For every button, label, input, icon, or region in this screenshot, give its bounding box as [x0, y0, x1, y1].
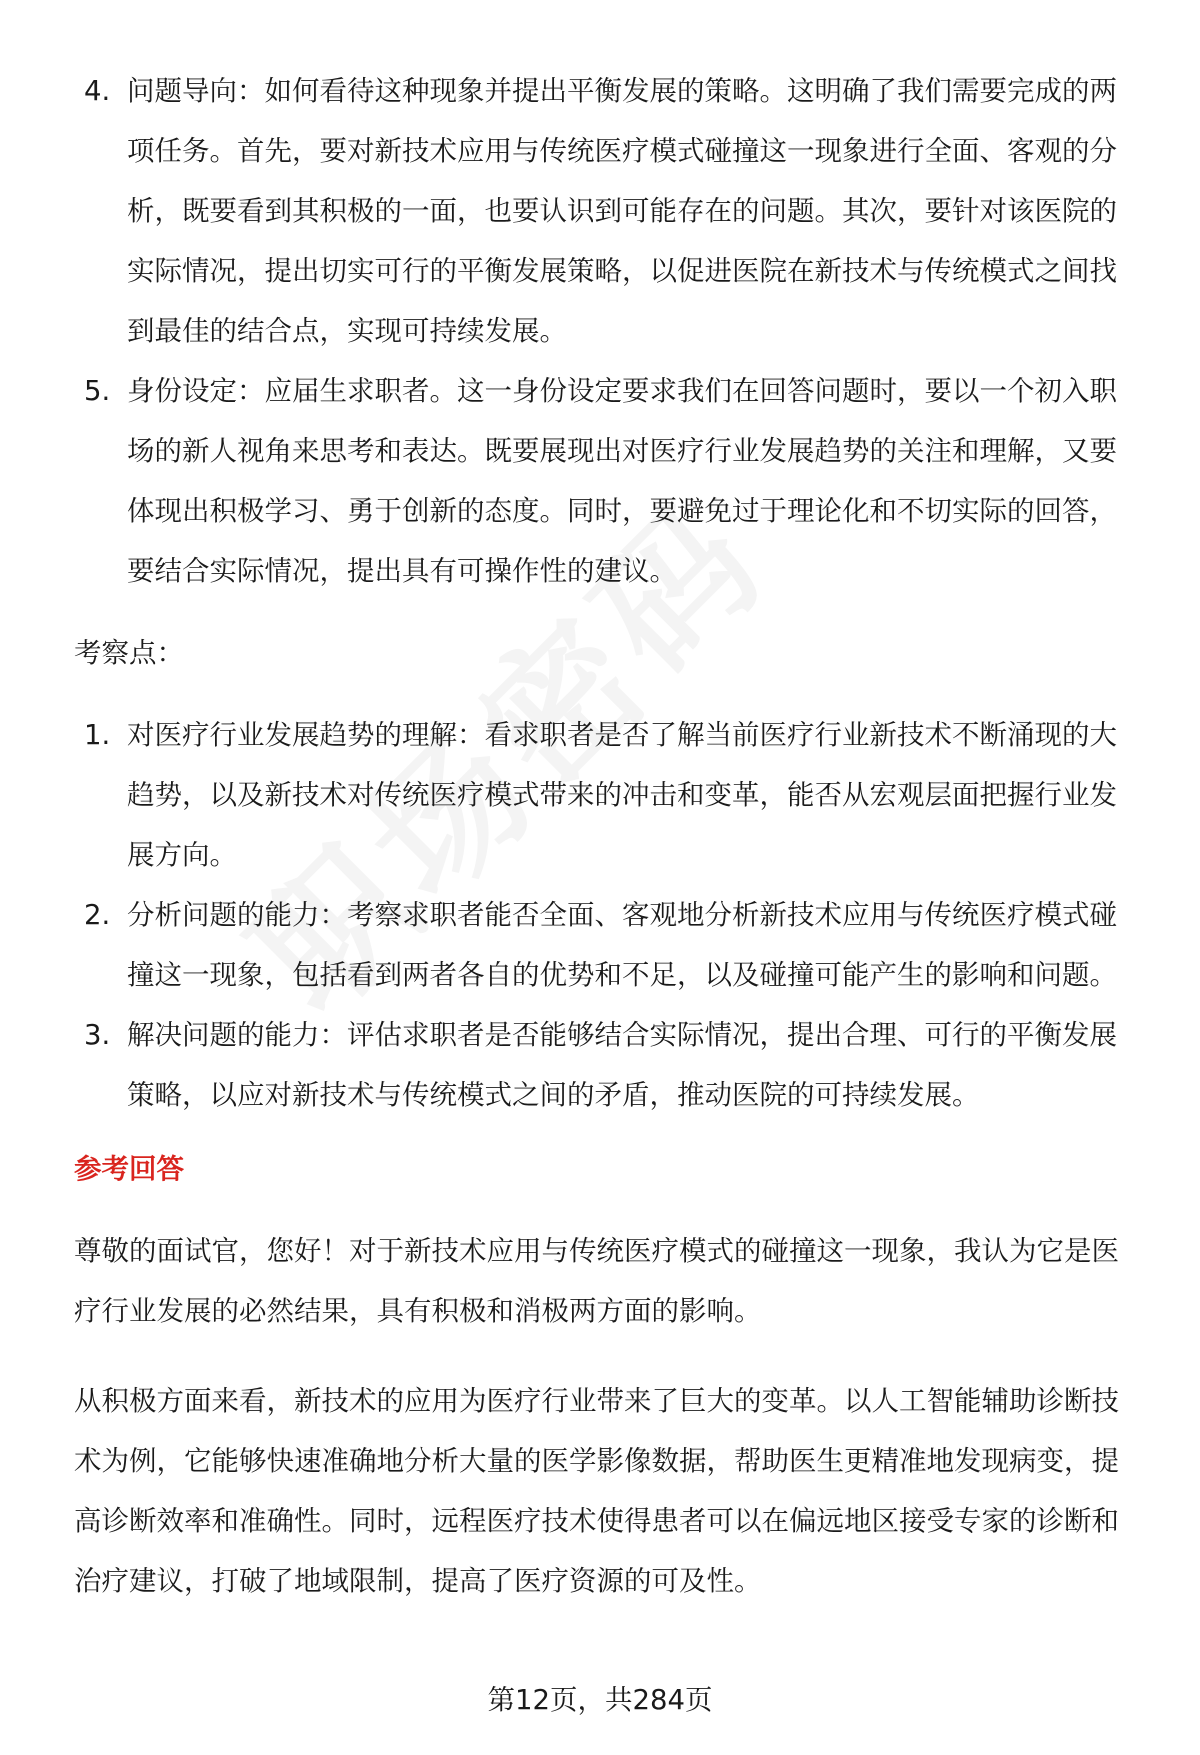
- section-label-assessment: 考察点：: [74, 637, 184, 669]
- list-item-number: 5.: [84, 375, 111, 407]
- assessment-points-list: [74, 705, 1142, 1125]
- list-item-text: 解决问题的能力：评估求职者是否能够结合实际情况，提出合理、可行的平衡发展策略，以应对新技术与传统模式之间的矛盾，推动医院的可持续发展。: [127, 1019, 1117, 1111]
- list-item: [74, 1005, 1142, 1125]
- list-item-number: 3.: [84, 1019, 111, 1051]
- list-item-number: 1.: [84, 719, 111, 751]
- list-item-number: 2.: [84, 899, 111, 931]
- list-item-text: 身份设定：应届生求职者。这一身份设定要求我们在回答问题时，要以一个初入职场的新人视角来思考和表达。既要展现出对医疗行业发展趋势的关注和理解，又要体现出积极学习、勇于创新的态度。同时，要避免过于理论化和不切实际的回答，要结合实际情况，提出具有可操作性的建议。: [127, 375, 1117, 587]
- list-item: [74, 61, 1142, 361]
- answer-heading: 参考回答: [74, 1153, 184, 1185]
- page-content: [74, 61, 1142, 1641]
- list-item-text: 对医疗行业发展趋势的理解：看求职者是否了解当前医疗行业新技术不断涌现的大趋势，以及新技术对传统医疗模式带来的冲击和变革，能否从宏观层面把握行业发展方向。: [127, 719, 1117, 871]
- list-item-number: 4.: [84, 75, 111, 107]
- answer-paragraph: 尊敬的面试官，您好！对于新技术应用与传统医疗模式的碰撞这一现象，我认为它是医疗行业发展的必然结果，具有积极和消极两方面的影响。: [74, 1235, 1119, 1327]
- list-item-text: 分析问题的能力：考察求职者能否全面、客观地分析新技术应用与传统医疗模式碰撞这一现象，包括看到两者各自的优势和不足，以及碰撞可能产生的影响和问题。: [127, 899, 1117, 991]
- list-item: [74, 361, 1142, 601]
- answer-paragraph: 从积极方面来看，新技术的应用为医疗行业带来了巨大的变革。以人工智能辅助诊断技术为例，它能够快速准确地分析大量的医学影像数据，帮助医生更精准地发现病变，提高诊断效率和准确性。同时，远程医疗技术使得患者可以在偏远地区接受专家的诊断和治疗建议，打破了地域限制，提高了医疗资源的可及性。: [74, 1385, 1119, 1597]
- list-item-text: 问题导向：如何看待这种现象并提出平衡发展的策略。这明确了我们需要完成的两项任务。首先，要对新技术应用与传统医疗模式碰撞这一现象进行全面、客观的分析，既要看到其积极的一面，也要认识到可能存在的问题。其次，要针对该医院的实际情况，提出切实可行的平衡发展策略，以促进医院在新技术与传统模式之间找到最佳的结合点，实现可持续发展。: [127, 75, 1117, 347]
- list-item: [74, 705, 1142, 885]
- list-item: [74, 885, 1142, 1005]
- requirement-list: [74, 61, 1142, 601]
- page-number-footer: 第12页，共284页: [487, 1684, 713, 1716]
